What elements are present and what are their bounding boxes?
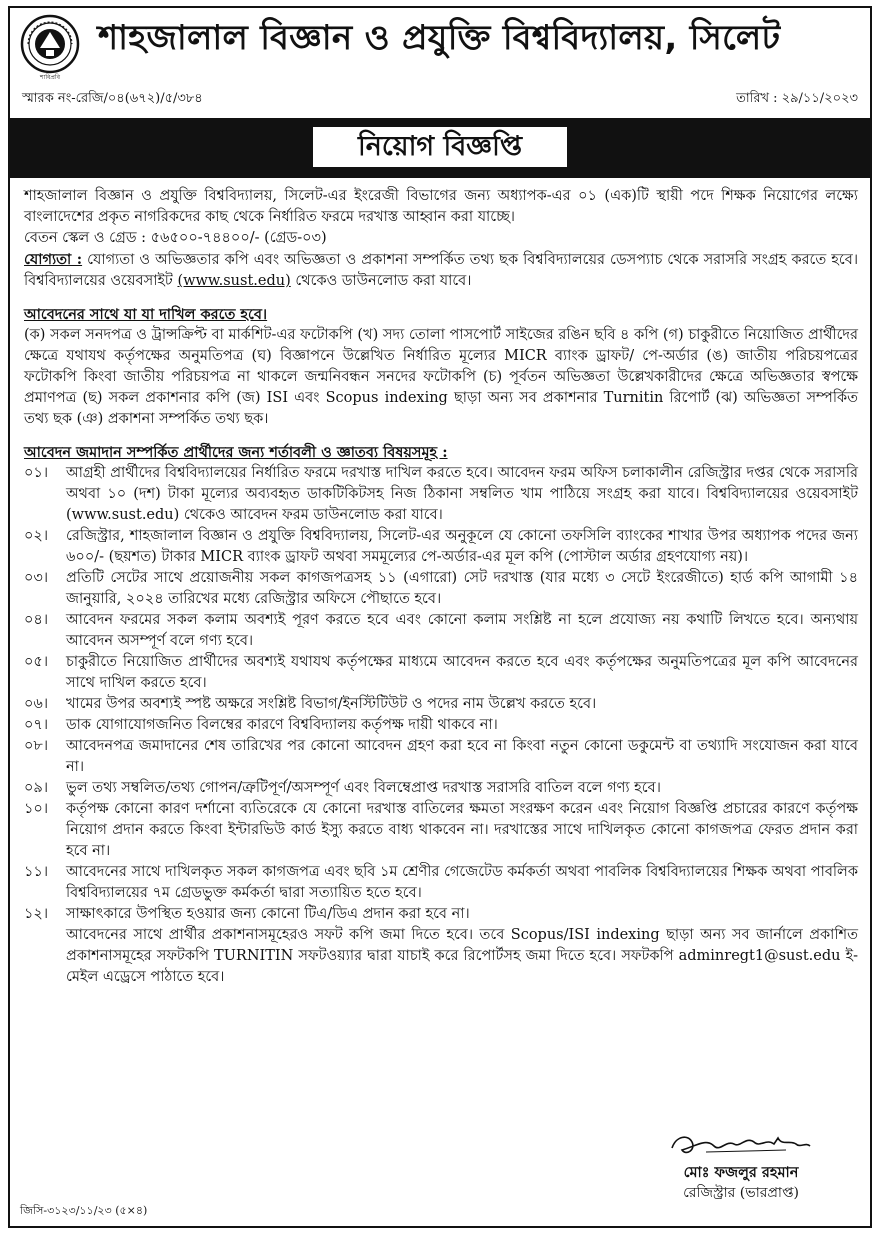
logo-caption: শাবিপ্রবি [40,74,60,81]
condition-text: কর্তৃপক্ষ কোনো কারণ দর্শানো ব্যতিরেকে যে কোনো দরখাস্ত বাতিলের ক্ষমতা সংরক্ষণ করেন এবং নিয়োগ বিজ্ঞপ্তি প্রচারের কারণে কর্তৃপক্ষ নিয়োগ প্রদান করতে কিংবা ইন্টারভিউ কার্ড ইস্যু করতে বাধ্য থাকবেন না। দরখাস্তের সাথে দাখিলকৃত কোনো কাগজপত্র ফেরত প্রদান করা হবে না। [66,801,858,859]
attachments-heading: আবেদনের সাথে যা যা দাখিল করতে হবে। [24,306,268,323]
print-code: জিসি-৩১২৩/১১/২৩ (৫×৪) [20,1204,148,1217]
condition-text: আবেদনের সাথে দাখিলকৃত সকল কাগজপত্র এবং ছবি ১ম শ্রেণীর গেজেটেড কর্মকর্তা অথবা পাবলিক বিশ্ববিদ্যালয়ের শিক্ষক অথবা পাবলিক বিশ্ববিদ্যালয়ের ৭ম গ্রেডভুক্ত কর্মকর্তা দ্বারা সত্যায়িত হতে হবে। [66,864,858,901]
notice-date: তারিখ : ২৯/১১/২০২৩ [736,91,858,106]
condition-number: ০৬। [24,696,49,712]
condition-number: ০৯। [24,780,49,796]
qualification-text-2: থেকেও ডাউনলোড করা যাবে। [295,273,472,289]
condition-number: ১০। [24,801,49,817]
title-banner [8,118,872,178]
signatory-name: মোঃ ফজলুর রহমান [683,1164,799,1181]
condition-number: ০৪। [24,612,49,628]
condition-number: ০৮। [24,738,49,754]
notice-page [8,6,872,1228]
condition-item [24,610,858,652]
qualification [24,249,858,292]
condition-text: আবেদন ফরমের সকল কলাম অবশ্যই পূরণ করতে হবে এবং কোনো কলাম সংশ্লিষ্ট না হলে প্রযোজ্য নয় কথাটি লিখতে হবে। অন্যথায় আবেদন অসম্পূর্ণ বলে গণ্য হবে। [66,612,858,649]
university-name: শাহজালাল বিজ্ঞান ও প্রযুক্তি বিশ্ববিদ্যালয়, সিলেট [98,18,781,58]
condition-number: ০১। [24,465,49,481]
condition-text: রেজিস্ট্রার, শাহজালাল বিজ্ঞান ও প্রযুক্তি বিশ্ববিদ্যালয়, সিলেট-এর অনুকূলে যে কোনো তফসিলি ব্যাংকের শাখার উপর অধ্যাপক পদের জন্য ৬০০/- (ছয়শত) টাকার MICR ব্যাংক ড্রাফট অথবা সমমূল্যের পে-অর্ডার-এর মূল কপি (পোস্টাল অর্ডার গ্রহণযোগ্য নয়)। [66,528,858,565]
signature-block [626,1128,856,1204]
intro-paragraph: শাহজালাল বিজ্ঞান ও প্রযুক্তি বিশ্ববিদ্যালয়, সিলেট-এর ইংরেজী বিভাগের জন্য অধ্যাপক-এর ০১ (এক)টি স্থায়ী পদে শিক্ষক নিয়োগের লক্ষ্যে বাংলাদেশের প্রকৃত নাগরিকদের কাছ থেকে নির্ধারিত ফরমে দরখাস্ত আহ্বান করা যাচ্ছে। [24,188,858,225]
condition-number: ০৩। [24,570,49,586]
condition-text: চাকুরীতে নিয়োজিত প্রার্থীদের অবশ্যই যথাযথ কর্তৃপক্ষের মাধ্যমে আবেদন করতে হবে এবং কর্তৃপক্ষের অনুমতিপত্রের মূল কপি আবেদনের সাথে দাখিল করতে হবে। [66,654,858,691]
condition-item [24,736,858,778]
condition-item [24,694,858,715]
condition-item [24,904,858,925]
condition-text: খামের উপর অবশ্যই স্পষ্ট অক্ষরে সংশ্লিষ্ট বিভাগ/ইনস্টিটিউট ও পদের নাম উল্লেখ করতে হবে। [66,696,597,712]
condition-item [24,463,858,526]
handwritten-signature-icon [666,1128,816,1162]
conditions-section [24,442,858,988]
condition-item [24,652,858,694]
conditions-heading: আবেদন জমাদান সম্পর্কিত প্রার্থীদের জন্য শর্তাবলী ও জ্ঞাতব্য বিষয়সমূহ : [24,444,448,461]
attachments-list: (ক) সকল সনদপত্র ও ট্রান্সক্রিপ্ট বা মার্কশিট-এর ফটোকপি (খ) সদ্য তোলা পাসপোর্ট সাইজের রঙিন ছবি ৪ কপি (গ) চাকুরীতে নিয়োজিত প্রার্থীদের ক্ষেত্রে যথাযথ কর্তৃপক্ষের অনুমতিপত্র (ঘ) বিজ্ঞাপনে উল্লেখিত নির্ধারিত মূল্যের MICR ব্যাংক ড্রাফট/ পে-অর্ডার (ঙ) জাতীয় পরিচয়পত্রের ফটোকপি কিংবা জাতীয় পরিচয়পত্র না থাকলে জন্মনিবন্ধন সনদের ফটোকপি (চ) পূর্বতন অভিজ্ঞতা উল্লেখকারীদের ক্ষেত্রে অভিজ্ঞতার স্বপক্ষে প্রমাণপত্র (ছ) সকল প্রকাশনার কপি (জ) ISI এবং Scopus indexing ছাড়া অন্য সব প্রকাশনার Turnitin রিপোর্ট (ঝ) অভিজ্ঞতা সম্পর্কিত তথ্য ছক (ঞ) প্রকাশনা সম্পর্কিত তথ্য ছক। [24,327,858,427]
condition-item [24,568,858,610]
condition-number: ০৭। [24,717,49,733]
condition-number: ০৫। [24,654,49,670]
notice-body [24,186,858,988]
attachments-section [24,304,858,430]
condition-number: ১১। [24,864,49,880]
notice-title: নিয়োগ বিজ্ঞপ্তি [312,126,568,168]
condition-item [24,778,858,799]
qualification-label: যোগ্যতা : [24,251,83,268]
condition-item [24,526,858,568]
condition-item [24,799,858,862]
university-logo-icon [20,14,80,74]
signatory-title: রেজিস্ট্রার (ভারপ্রাপ্ত) [683,1185,799,1201]
qualification-text-1: যোগ্যতা ও অভিজ্ঞতার কপি এবং অভিজ্ঞতা ও প্রকাশনা সম্পর্কিত তথ্য ছক বিশ্ববিদ্যালয়ের ডেসপ্যাচ থেকে সরাসরি সংগ্রহ করতে হবে। বিশ্ববিদ্যালয়ের ওয়েবসাইট [24,252,859,289]
condition-text: আবেদনপত্র জমাদানের শেষ তারিখের পর কোনো আবেদন গ্রহণ করা হবে না কিংবা নতুন কোনো ডকুমেন্ট বা তথ্যাদি সংযোজন করা যাবে না। [66,738,858,775]
condition-number: ০২। [24,528,49,544]
condition-text: সাক্ষাৎকারে উপস্থিত হওয়ার জন্য কোনো টিএ/ডিএ প্রদান করা হবে না। [66,906,470,922]
letterhead [10,8,870,106]
condition-item [24,715,858,736]
condition-text: ভুল তথ্য সম্বলিত/তথ্য গোপন/ত্রুটিপূর্ণ/অসম্পূর্ণ এবং বিলম্বেপ্রাপ্ত দরখাস্ত সরাসরি বাতিল বলে গণ্য হবে। [66,780,661,796]
soft-copy-instructions: আবেদনের সাথে প্রার্থীর প্রকাশনাসমূহেরও সফট কপি জমা দিতে হবে। তবে Scopus/ISI indexing ছাড়া অন্য সব জার্নালে প্রকাশিত প্রকাশনাসমূহের সফটকপি TURNITIN সফটওয়্যার দ্বারা যাচাই করে রিপোর্টসহ জমা দিতে হবে। সফটকপি adminregt1@sust.edu ই-মেইল এড্রেসে পাঠাতে হবে। [66,927,858,985]
memo-number: স্মারক নং-রেজি/০৪(৬৭২)/৫/৩৮৪ [22,91,203,106]
pay-scale: বেতন স্কেল ও গ্রেড : ৫৬৫০০-৭৪৪০০/- (গ্রেড-০৩) [24,230,327,246]
condition-number: ১২। [24,906,49,922]
website-link[interactable]: (www.sust.edu) [177,273,291,289]
condition-text: প্রতিটি সেটের সাথে প্রয়োজনীয় সকল কাগজপত্রসহ ১১ (এগারো) সেট দরখাস্ত (যার মধ্যে ৩ সেটে ইংরেজীতে) হার্ড কপি আগামী ১৪ জানুয়ারি, ২০২৪ তারিখের মধ্যে রেজিস্ট্রার অফিসে পৌছাতে হবে। [66,570,858,607]
condition-text: আগ্রহী প্রার্থীদের বিশ্ববিদ্যালয়ের নির্ধারিত ফরমে দরখাস্ত দাখিল করতে হবে। আবেদন ফরম অফিস চলাকালীন রেজিস্ট্রার দপ্তর থেকে সরাসরি অথবা ১০ (দশ) টাকা মূল্যের অব্যবহৃত ডাকটিকিটসহ নিজ ঠিকানা সম্বলিত খাম পাঠিয়ে সংগ্রহ করা যাবে। বিশ্ববিদ্যালয়ের ওয়েবসাইট (www.sust.edu) থেকেও আবেদন ফরম ডাউনলোড করা যাবে। [66,465,858,523]
condition-item [24,862,858,904]
condition-text: ডাক যোগাযোগজনিত বিলম্বের কারণে বিশ্ববিদ্যালয় কর্তৃপক্ষ দায়ী থাকবে না। [66,717,498,733]
